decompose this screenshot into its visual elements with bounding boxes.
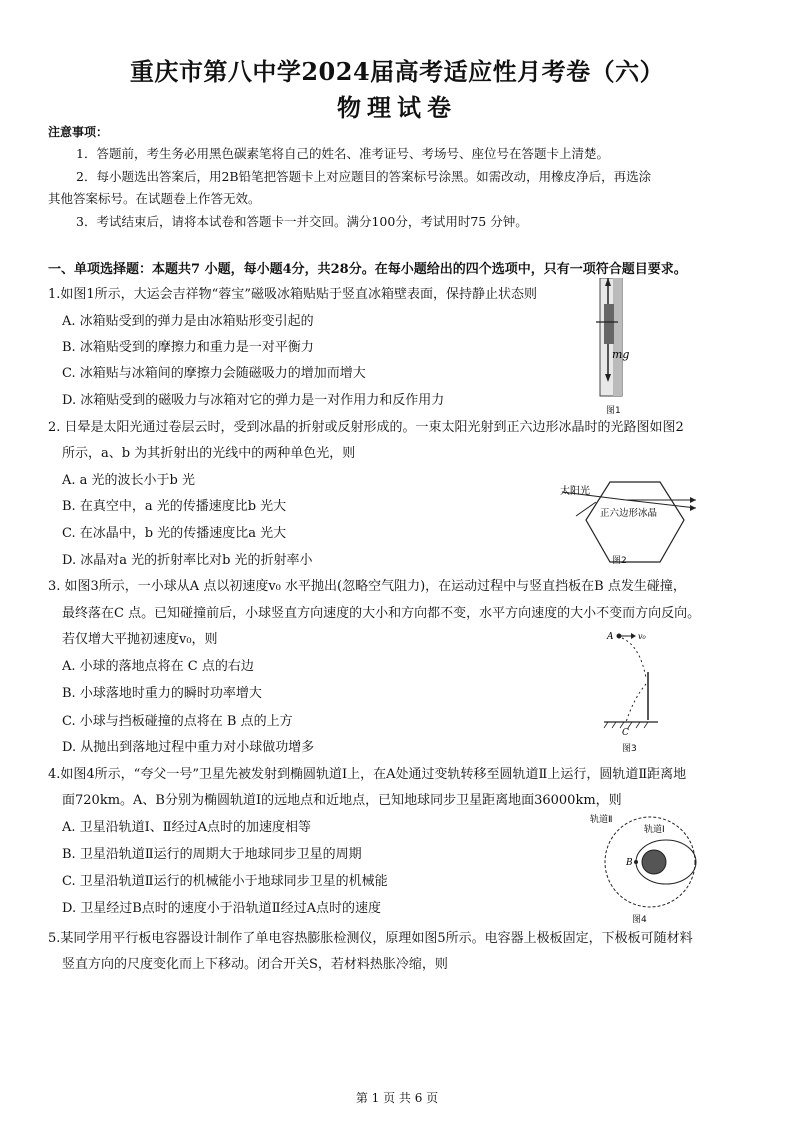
q2-option-a: A. a 光的波长小于b 光 — [62, 473, 195, 488]
figure-4-caption: 图4 — [632, 915, 647, 925]
figure-2-ice-crystal — [560, 470, 700, 568]
q4-option-c: C. 卫星沿轨道Ⅱ运行的机械能小于地球同步卫星的机械能 — [62, 874, 388, 889]
q4-option-a: A. 卫星沿轨道Ⅰ、Ⅱ经过A点时的加速度相等 — [62, 820, 312, 835]
q4-option-d: D. 卫星经过B点时的速度小于沿轨道Ⅱ经过A点时的速度 — [62, 901, 382, 916]
figure-3-point-a: A — [607, 632, 614, 642]
figure-1-caption: 图1 — [606, 406, 621, 416]
figure-3-projectile — [598, 628, 662, 740]
q2-option-d: D. 冰晶对a 光的折射率比对b 光的折射率小 — [62, 553, 313, 568]
figure-3-v0: v₀ — [638, 632, 646, 641]
figure-4-point-b: B — [626, 858, 633, 868]
notice-heading: 注意事项： — [48, 125, 109, 139]
figure-1-label: mg — [612, 348, 630, 361]
notice-item-1: 1．答题前，考生务必用黑色碳素笔将自己的姓名、准考证号、考场号、座位号在答题卡上清楚。 — [76, 146, 609, 161]
q1-option-a: A. 冰箱贴受到的弹力是由冰箱贴形变引起的 — [62, 314, 314, 329]
figure-2-caption: 图2 — [612, 556, 627, 566]
q1-option-c: C. 冰箱贴与冰箱间的摩擦力会随磁吸力的增加而增大 — [62, 366, 366, 381]
figure-1-fridge-magnet — [588, 278, 640, 402]
q4-stem-line2: 面720km。A、B分别为椭圆轨道Ⅰ的远地点和近地点，已知地球同步卫星距离地面36000km，则 — [62, 793, 622, 808]
q3-option-b: B. 小球落地时重力的瞬时功率增大 — [62, 686, 262, 701]
q4-option-b: B. 卫星沿轨道Ⅱ运行的周期大于地球同步卫星的周期 — [62, 847, 362, 862]
q3-option-a: A. 小球的落地点将在 C 点的右边 — [62, 659, 254, 674]
notice-item-2-cont: 其他答案标号。在试题卷上作答无效。 — [48, 191, 261, 206]
q5-stem-line1: 5.某同学用平行板电容器设计制作了单电容热膨胀检测仪，原理如图5所示。电容器上极板固定，下极板可随材料 — [48, 931, 693, 946]
page-footer: 第 1 页 共 6 页 — [355, 1091, 439, 1105]
section-heading: 一、单项选择题：本题共7 小题，每小题4分，共28分。在每小题给出的四个选项中，只有一项符合题目要求。 — [48, 262, 687, 277]
notice-item-2: 2．每小题选出答案后，用2B铅笔把答题卡上对应题目的答案标号涂黑。如需改动，用橡皮净后，再选涂 — [76, 169, 652, 184]
q3-option-d: D. 从抛出到落地过程中重力对小球做功增多 — [62, 740, 315, 755]
q1-stem: 1.如图1所示，大运会吉祥物“蓉宝”磁吸冰箱贴贴于竖直冰箱壁表面，保持静止状态则 — [48, 287, 537, 302]
exam-title: 重庆市第八中学2024届高考适应性月考卷（六） — [129, 57, 665, 86]
q3-option-c: C. 小球与挡板碰撞的点将在 B 点的上方 — [62, 714, 293, 729]
figure-4-orbit1-label: 轨道Ⅰ — [644, 825, 665, 835]
q3-stem-line2: 最终落在C 点。已知碰撞前后，小球竖直方向速度的大小和方向都不变，水平方向速度的大小不变而方向反向。 — [62, 606, 701, 621]
q1-option-b: B. 冰箱贴受到的摩擦力和重力是一对平衡力 — [62, 340, 314, 355]
q5-stem-line2: 竖直方向的尺度变化而上下移动。闭合开关S，若材料热胀冷缩，则 — [62, 957, 448, 972]
figure-2-crystal-label: 正六边形冰晶 — [600, 508, 658, 519]
figure-3-point-c: C — [622, 728, 629, 738]
q1-option-d: D. 冰箱贴受到的磁吸力与冰箱对它的弹力是一对作用力和反作用力 — [62, 393, 445, 408]
q3-stem-line1: 3. 如图3所示，一小球从A 点以初速度v₀ 水平抛出(忽略空气阻力)，在运动过程中与竖直挡板在B 点发生碰撞， — [48, 579, 686, 594]
q2-stem-line1: 2. 日晕是太阳光通过卷层云时，受到冰晶的折射或反射形成的。一束太阳光射到正六边形冰晶时的光路图如图2 — [48, 420, 684, 435]
q3-stem-line3: 若仅增大平抛初速度v₀，则 — [62, 632, 218, 647]
figure-4-orbits — [588, 812, 706, 912]
q2-option-b: B. 在真空中，a 光的传播速度比b 光大 — [62, 499, 287, 514]
figure-3-caption: 图3 — [622, 744, 637, 754]
exam-subtitle: 物理试卷 — [337, 93, 457, 122]
q2-option-c: C. 在冰晶中，b 光的传播速度比a 光大 — [62, 526, 287, 541]
figure-2-sunlight-label: 太阳光 — [560, 486, 590, 497]
q4-stem-line1: 4.如图4所示，“夸父一号”卫星先被发射到椭圆轨道Ⅰ上，在A处通过变轨转移至圆轨道Ⅱ上运行，圆轨道Ⅱ距离地 — [48, 767, 687, 782]
notice-item-3: 3．考试结束后，请将本试卷和答题卡一并交回。满分100分，考试用时75 分钟。 — [76, 214, 528, 229]
figure-4-orbit2-label: 轨道Ⅱ — [590, 815, 613, 825]
q2-stem-line2: 所示，a、b 为其折射出的光线中的两种单色光，则 — [62, 446, 356, 461]
